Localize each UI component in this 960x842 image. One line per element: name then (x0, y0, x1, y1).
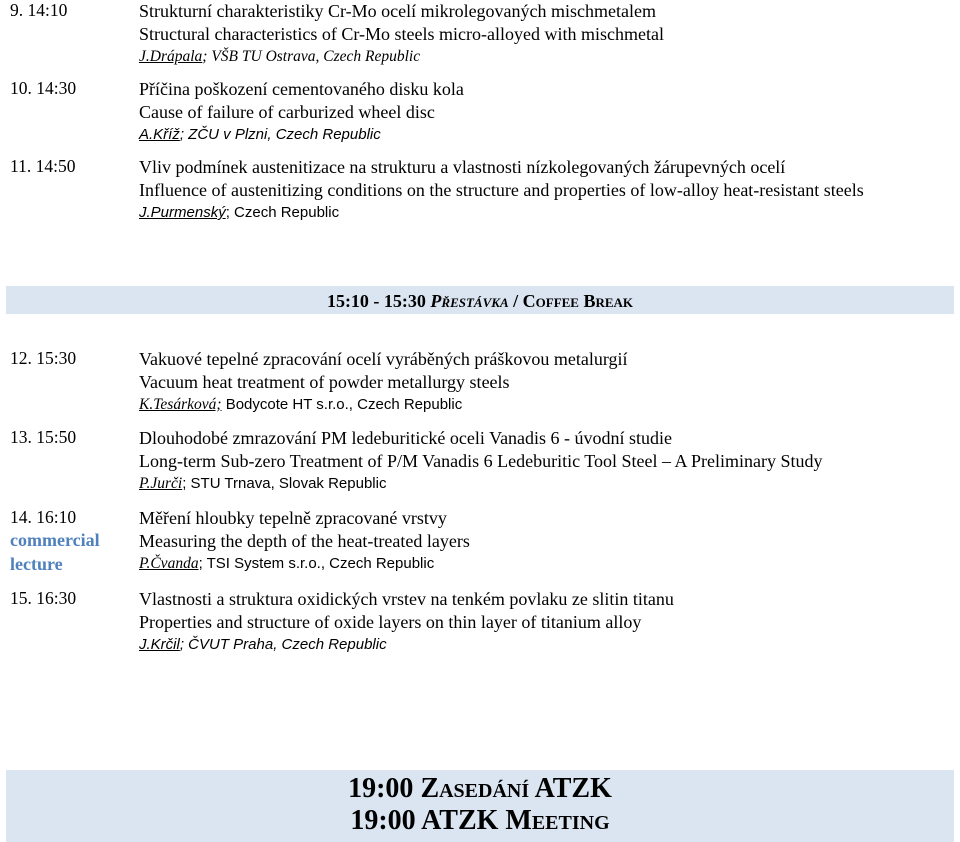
coffee-break-band (6, 286, 954, 314)
title-czech: Měření hloubky tepelně zpracované vrstvy (139, 508, 447, 528)
author-line (139, 553, 954, 575)
coffee-break-separator: / (508, 291, 523, 311)
author-line (139, 202, 954, 224)
entry-number-time: 15. 16:30 (10, 588, 77, 608)
title-english: Structural characteristics of Cr-Mo steels micro-alloyed with mischmetal (139, 24, 664, 44)
meeting-text-english: Meeting (505, 805, 610, 836)
author-name: J.Krčil (139, 636, 180, 653)
entry-number-time: 14. 16:10 (10, 507, 77, 527)
author-affiliation: ; VŠB TU Ostrava, Czech Republic (202, 48, 421, 65)
title-czech: Vlastnosti a struktura oxidických vrstev na tenkém povlaku ze slitin titanu (139, 589, 674, 609)
title-czech: Vliv podmínek austenitizace na strukturu a vlastnosti nízkolegovaných žárupevných ocelí (139, 157, 786, 177)
title-english: Long-term Sub-zero Treatment of P/M Vanadis 6 Ledeburitic Tool Steel – A Preliminary Study (139, 451, 823, 471)
entry-number-time: 9. 14:10 (10, 0, 68, 20)
author-name: J.Purmenský (139, 204, 226, 221)
author-affiliation: Bodycote HT s.r.o., Czech Republic (221, 396, 463, 413)
entry-number-time: 10. 14:30 (10, 78, 77, 98)
author-affiliation: ; TSI System s.r.o., Czech Republic (198, 555, 435, 572)
meeting-line-english (6, 805, 954, 837)
title-czech: Dlouhodobé zmrazování PM ledeburitické oceli Vanadis 6 - úvodní studie (139, 428, 673, 448)
title-english: Influence of austenitizing conditions on the structure and properties of low-alloy heat-resistant steels (139, 180, 864, 200)
author-affiliation: ; ČVUT Praha, Czech Republic (179, 636, 387, 653)
author-name: A.Kříž (139, 126, 180, 143)
coffee-break-en: Coffee Break (522, 291, 634, 311)
coffee-break-time: 15:10 - 15:30 (326, 291, 431, 311)
meeting-band (6, 770, 954, 842)
title-czech: Příčina poškození cementovaného disku kola (139, 79, 464, 99)
author-affiliation: ; STU Trnava, Slovak Republic (182, 475, 387, 492)
author-name: P.Jurči (139, 475, 183, 492)
title-english: Vacuum heat treatment of powder metallurgy steels (139, 372, 510, 392)
coffee-break-label (6, 286, 954, 313)
coffee-break-cz: Přestávka (430, 291, 509, 311)
meeting-time-2: 19:00 ATZK (350, 805, 506, 836)
author-line (139, 634, 954, 656)
author-line (139, 46, 954, 68)
meeting-text-czech: Zasedání ATZK (420, 773, 612, 804)
entry-number-time: 12. 15:30 (10, 348, 77, 368)
meeting-time-1: 19:00 (348, 773, 421, 804)
author-affiliation: ; ZČU v Plzni, Czech Republic (179, 126, 381, 143)
title-english: Measuring the depth of the heat-treated layers (139, 531, 470, 551)
entry-number-time: 11. 14:50 (10, 156, 76, 176)
author-name: J.Drápala (139, 48, 203, 65)
author-line (139, 394, 954, 416)
commercial-lecture-tag: commercial lecture (10, 530, 100, 574)
title-czech: Strukturní charakteristiky Cr-Mo ocelí mikrolegovaných mischmetalem (139, 1, 657, 21)
author-name: P.Čvanda (139, 555, 199, 572)
entry-number-time: 13. 15:50 (10, 427, 77, 447)
author-line (139, 124, 954, 146)
title-english: Cause of failure of carburized wheel disc (139, 102, 435, 122)
author-affiliation: ; Czech Republic (225, 204, 340, 221)
title-english: Properties and structure of oxide layers on thin layer of titanium alloy (139, 612, 642, 632)
author-line (139, 473, 954, 495)
meeting-line-czech (6, 770, 954, 805)
author-name: K.Tesárková; (139, 396, 222, 413)
title-czech: Vakuové tepelné zpracování ocelí vyráběných práškovou metalurgií (139, 349, 628, 369)
